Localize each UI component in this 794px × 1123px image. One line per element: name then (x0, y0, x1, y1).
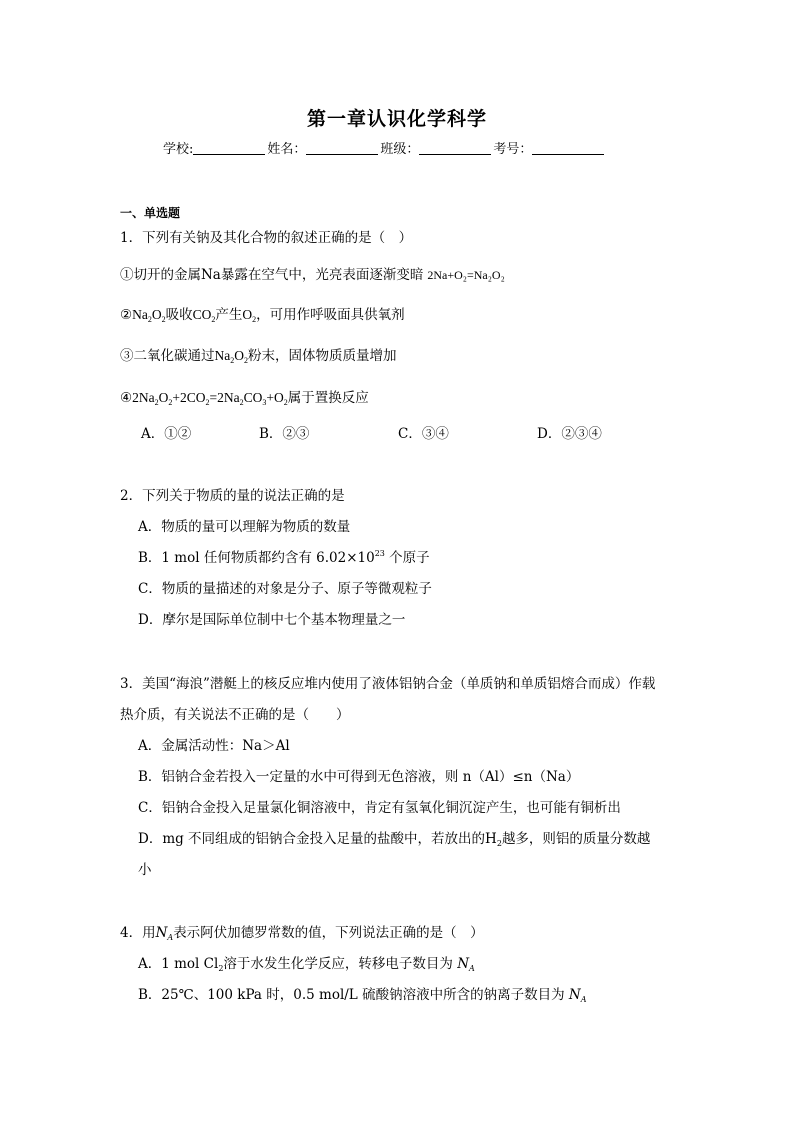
q3-option-d: D．mg 不同组成的铝钠合金投入足量的盐酸中，若放出的$H_2$越多，则铝的质量分数越 (138, 831, 651, 848)
q4-option-b: B．25℃、100 kPa 时，0.5 mol/L 硫酸钠溶液中所含的钠离子数目为 $N_A$ (138, 987, 587, 1004)
class-label: 班级： (380, 142, 420, 157)
q1-equation-1: 2Na+O₂=Na₂O₂ (427, 268, 505, 282)
q1-option-d: D．②③④ (537, 426, 602, 442)
q4-stem: 4．用$N_A$表示阿伏加德罗常数的值，下列说法正确的是（ ） (120, 925, 484, 942)
q1-option-a: A．①② (141, 426, 192, 442)
q2-stem: 2．下列关于物质的量的说法正确的是 (120, 488, 345, 504)
q2-option-b: B．1 mol 任何物质都约含有 $6.02\times 10^{23}$ 个原子 (138, 549, 430, 566)
q3-stem-line-2: 热介质，有关说法不正确的是（ ） (120, 707, 350, 723)
q3-option-d-continued: 小 (138, 862, 152, 878)
school-label: 学校: (163, 142, 194, 157)
exam-no-blank (532, 141, 604, 155)
q1-statement-2: $②Na_2O_2$吸收$CO_2$产生$O_2$，可用作呼吸面具供氧剂 (120, 307, 405, 324)
q1-statement-3: ③二氧化碳通过$Na_2O_2$粉末，固体物质质量增加 (120, 348, 397, 365)
q3-option-c: C．铝钠合金投入足量氯化铜溶液中，肯定有氢氧化铜沉淀产生，也可能有铜析出 (138, 800, 621, 816)
exam-no-label: 考号： (493, 142, 533, 157)
name-blank (306, 141, 378, 155)
student-info-line (163, 138, 606, 157)
q1-option-c: C．③④ (398, 426, 449, 442)
q1-statement-1: ①切开的金属Na暴露在空气中，光亮表面逐渐变暗 2Na+O₂=Na₂O₂ (120, 267, 505, 283)
q2-option-a: A．物质的量可以理解为物质的数量 (138, 519, 351, 535)
q4-option-a: A．1 mol $Cl_2$溶于水发生化学反应，转移电子数目为 $N_A$ (138, 956, 475, 973)
class-blank (419, 141, 491, 155)
name-label: 姓名： (267, 142, 307, 157)
section-heading: 一、单选题 (120, 206, 181, 220)
school-blank (193, 141, 265, 155)
q1-stem: 1．下列有关钠及其化合物的叙述正确的是（ ） (120, 230, 413, 246)
q3-stem-line-1: 3．美国“海浪”潜艇上的核反应堆内使用了液体铝钠合金（单质钠和单质铝熔合而成）作载 (120, 676, 656, 692)
q3-option-b: B．铝钠合金若投入一定量的水中可得到无色溶液，则 n（Al）≤n（Na） (138, 769, 580, 785)
q2-option-d: D．摩尔是国际单位制中七个基本物理量之一 (138, 612, 406, 628)
q3-option-a: A．金属活动性：Na＞Al (138, 738, 290, 754)
q1-option-b: B．②③ (259, 426, 310, 442)
q1-statement-4: $④2Na_2O_2+2CO_2=2Na_2CO_3+O_2$属于置换反应 (120, 390, 369, 407)
q2-option-c: C．物质的量描述的对象是分子、原子等微观粒子 (138, 581, 432, 597)
page-title: 第一章认识化学科学 (306, 108, 487, 130)
